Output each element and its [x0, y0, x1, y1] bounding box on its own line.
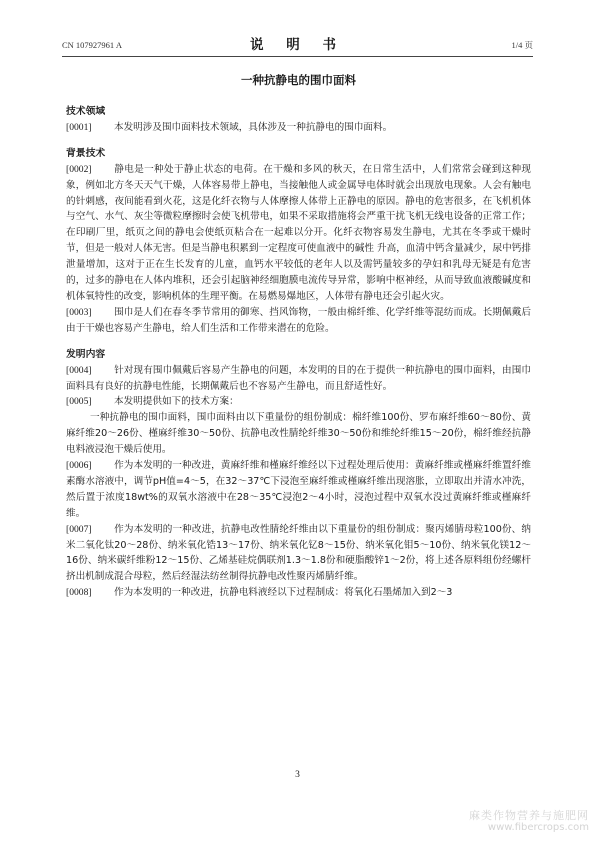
paragraph-0006 — [66, 458, 531, 522]
header-doc-type: 说 明 书 — [250, 37, 345, 53]
watermark — [469, 810, 589, 834]
section-heading-tech-field: 技术领域 — [66, 106, 106, 117]
header-page-info: 1/4 页 — [511, 40, 533, 50]
paragraph-0002 — [66, 162, 531, 305]
paragraph-text: 静电是一种处于静止状态的电荷。在干燥和多风的秋天，在日常生活中，人们常常会碰到这种现象，例如北方冬天天气干燥，人体容易带上静电，当接触他人或金属导电体时就会出现放电现象。人会有触电的针刺感，夜间能看到火花，这是化纤衣物与人体摩擦人体带上正静电的原因。静电的危害很多，在飞机机体与空气、水气、灰尘等微粒摩擦时会使飞机带电，如果不采取措施将会严重干扰飞机无线电设备的正常工作；在印刷厂里，纸页之间的静电会使纸页粘合在一起难以分开。化纤衣物容易发生静电，尤其在冬季或干燥时节，但是一般对人体无害。但是当静电积累到一定程度可使血液中的碱性 升高，血清中钙含量减少，尿中钙排泄量增加，这对于正在生长发育的儿童，血钙水平较低的老年人以及需钙量较多的孕妇和乳母无疑是有危害的，过多的静电在人体内堆积，还会引起脑神经细胞膜电流传导异常，影响中枢神经，从而导致血液酸碱度和机体氧特性的改变，影响机体的生理平衡。在易燃易爆地区，人体带有静电还会引起火灾。 — [66, 163, 531, 302]
page-number: 3 — [295, 770, 300, 780]
paragraph-0004 — [66, 363, 531, 395]
paragraph-text: 本发明涉及围巾面料技术领域，具体涉及一种抗静电的围巾面料。 — [114, 121, 393, 133]
watermark-site-name: 麻类作物营养与施肥网 — [469, 809, 589, 822]
paragraph-0005-continued: 一种抗静电的围巾面料，围巾面料由以下重量份的组份制成：棉纤维100份、罗布麻纤维60～80份、黄麻纤维20～26份、槿麻纤维30～50份、抗静电改性腈纶纤维30～50份和维纶纤维15～20份，棉纤维经抗静电料液浸泡干燥后使用。 — [66, 412, 531, 456]
paragraph-0001 — [66, 120, 531, 136]
paragraph-text: 作为本发明的一种改进，抗静电料液经以下过程制成：将氧化石墨烯加入到2～3 — [114, 587, 453, 599]
watermark-url: www.fibercrops.com — [487, 822, 589, 833]
paragraph-text: 针对现有围巾佩戴后容易产生静电的问题，本发明的目的在于提供一种抗静电的围巾面料，由围巾面料具有良好的抗静电性能，长期佩戴后也不容易产生静电，而且舒适性好。 — [66, 364, 531, 392]
document-body — [66, 72, 531, 601]
paragraph-text: 作为本发明的一种改进，抗静电改性腈纶纤维由以下重量份的组份制成：聚丙烯腈母粒100份、纳米二氧化钛20～28份、纳米氧化锆13～17份、纳米氧化钇8～15份、纳米氧化钼5～10份、纳米氧化镁12～16份、纳米碳纤维粉12～15份、乙烯基硅烷偶联剂1.3～1.8份和硬脂酸锌1～2份，将上述各原料组份经螺杆挤出机制成混合母粒，然后经湿法纺丝制得抗静电改性聚丙烯腈纤维。 — [66, 523, 531, 583]
header-doc-number: CN 107927961 A — [62, 40, 122, 50]
paragraph-text: 作为本发明的一种改进，黄麻纤维和槿麻纤维经以下过程处理后使用：黄麻纤维或槿麻纤维置纤维素酶水溶液中，调节pH值=4～5，在32～37℃下浸泡至麻纤维或槿麻纤维出现溶胀，立即取出并清水冲洗，然后置于浓度18wt%的双氧水溶液中在28～35℃浸泡2～4小时，浸泡过程中双氧水没过黄麻纤维或槿麻纤维。 — [66, 460, 531, 519]
paragraph-0008 — [66, 585, 531, 601]
paragraph-text: 围巾是人们在春冬季节常用的御寒、挡风饰物，一般由棉纤维、化学纤维等混纺而成。长期佩戴后由于干燥也容易产生静电，给人们生活和工作带来潜在的危险。 — [66, 306, 531, 334]
paragraph-0003 — [66, 305, 531, 337]
paragraph-0005 — [66, 394, 531, 410]
paragraph-number: [0004] — [66, 364, 92, 376]
paragraph-number: [0005] — [66, 396, 92, 408]
paragraph-number: [0006] — [66, 460, 92, 472]
paragraph-number: [0001] — [66, 121, 92, 133]
paragraph-number: [0007] — [66, 523, 92, 535]
paragraph-number: [0002] — [66, 163, 92, 175]
document-title: 一种抗静电的围巾面料 — [241, 73, 356, 87]
paragraph-text: 本发明提供如下的技术方案： — [114, 396, 239, 408]
section-heading-summary: 发明内容 — [66, 348, 106, 360]
paragraph-number: [0003] — [66, 306, 92, 318]
paragraph-number: [0008] — [66, 587, 92, 599]
paragraph-0007 — [66, 522, 531, 586]
section-heading-background: 背景技术 — [66, 147, 106, 159]
header-divider — [62, 56, 533, 57]
